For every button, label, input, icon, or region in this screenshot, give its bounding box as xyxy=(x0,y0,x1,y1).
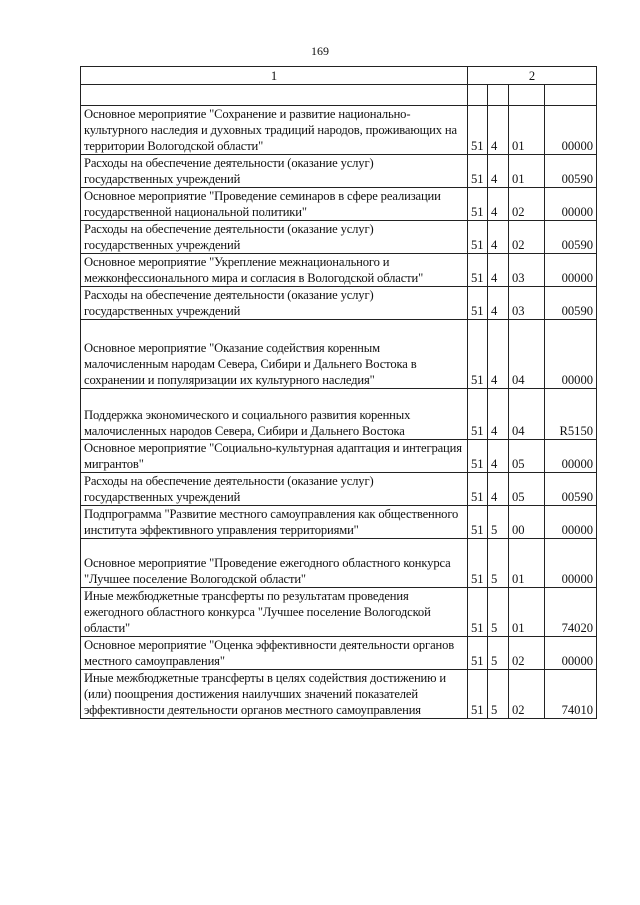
code-subprogram: 4 xyxy=(488,287,509,320)
row-description: Расходы на обеспечение деятельности (оказание услуг) государственных учреждений xyxy=(81,287,468,320)
code-event: 04 xyxy=(509,389,545,440)
code-program: 51 xyxy=(468,389,488,440)
row-description: Основное мероприятие "Проведение ежегодного областного конкурса "Лучшее поселение Вологодской области" xyxy=(81,539,468,588)
code-direction: R5150 xyxy=(545,389,597,440)
header-col-2: 2 xyxy=(468,67,597,85)
code-program: 51 xyxy=(468,440,488,473)
code-program: 51 xyxy=(468,473,488,506)
code-event: 04 xyxy=(509,320,545,389)
code-subprogram: 4 xyxy=(488,106,509,155)
code-subprogram: 4 xyxy=(488,221,509,254)
code-direction: 00590 xyxy=(545,473,597,506)
code-event: 02 xyxy=(509,670,545,719)
code-event: 01 xyxy=(509,155,545,188)
code-direction: 74010 xyxy=(545,670,597,719)
code-event: 02 xyxy=(509,188,545,221)
code-direction: 00000 xyxy=(545,320,597,389)
table-row xyxy=(81,539,597,588)
row-description: Основное мероприятие "Социально-культурная адаптация и интеграция мигрантов" xyxy=(81,440,468,473)
code-subprogram: 4 xyxy=(488,155,509,188)
row-description: Основное мероприятие "Сохранение и развитие национально-культурного наследия и духовных традиций народов, проживающих на территории Вологодской области" xyxy=(81,106,468,155)
code-direction: 00000 xyxy=(545,440,597,473)
code-direction: 74020 xyxy=(545,588,597,637)
code-subprogram: 5 xyxy=(488,506,509,539)
table-row xyxy=(81,254,597,287)
code-direction: 00000 xyxy=(545,106,597,155)
table-row xyxy=(81,473,597,506)
table-row xyxy=(81,637,597,670)
code-subprogram: 4 xyxy=(488,254,509,287)
row-description: Основное мероприятие "Укрепление межнационального и межконфессионального мира и согласия в Вологодской области" xyxy=(81,254,468,287)
table-row xyxy=(81,670,597,719)
code-direction: 00000 xyxy=(545,254,597,287)
code-direction: 00000 xyxy=(545,637,597,670)
row-description: Расходы на обеспечение деятельности (оказание услуг) государственных учреждений xyxy=(81,221,468,254)
table-row xyxy=(81,440,597,473)
code-event: 02 xyxy=(509,221,545,254)
table-row xyxy=(81,188,597,221)
table-row xyxy=(81,221,597,254)
row-description: Расходы на обеспечение деятельности (оказание услуг) государственных учреждений xyxy=(81,473,468,506)
row-description: Основное мероприятие "Оценка эффективности деятельности органов местного самоуправления" xyxy=(81,637,468,670)
code-program: 51 xyxy=(468,254,488,287)
table-row xyxy=(81,155,597,188)
header-row xyxy=(81,67,597,85)
table-row xyxy=(81,588,597,637)
row-description: Иные межбюджетные трансферты по результатам проведения ежегодного областного конкурса "Лучшее поселение Вологодской области" xyxy=(81,588,468,637)
code-event: 01 xyxy=(509,539,545,588)
table-row xyxy=(81,320,597,389)
row-description: Подпрограмма "Развитие местного самоуправления как общественного института эффективного управления территориями" xyxy=(81,506,468,539)
code-subprogram: 5 xyxy=(488,539,509,588)
table-row xyxy=(81,389,597,440)
code-program: 51 xyxy=(468,637,488,670)
code-subprogram: 5 xyxy=(488,588,509,637)
code-program: 51 xyxy=(468,670,488,719)
code-program: 51 xyxy=(468,287,488,320)
code-direction: 00000 xyxy=(545,188,597,221)
table-row xyxy=(81,506,597,539)
code-event: 03 xyxy=(509,287,545,320)
row-description: Основное мероприятие "Оказание содействия коренным малочисленным народам Севера, Сибири и Дальнего Востока в сохранении и популяризации их культурного наследия" xyxy=(81,320,468,389)
code-direction: 00590 xyxy=(545,155,597,188)
code-event: 01 xyxy=(509,106,545,155)
code-event: 00 xyxy=(509,506,545,539)
header-col-1: 1 xyxy=(81,67,468,85)
row-description: Поддержка экономического и социального развития коренных малочисленных народов Севера, Сибири и Дальнего Востока xyxy=(81,389,468,440)
row-description: Расходы на обеспечение деятельности (оказание услуг) государственных учреждений xyxy=(81,155,468,188)
code-direction: 00590 xyxy=(545,221,597,254)
code-program: 51 xyxy=(468,588,488,637)
code-program: 51 xyxy=(468,155,488,188)
code-subprogram: 4 xyxy=(488,440,509,473)
code-program: 51 xyxy=(468,506,488,539)
page-number: 169 xyxy=(311,44,329,58)
code-event: 01 xyxy=(509,588,545,637)
code-program: 51 xyxy=(468,221,488,254)
code-direction: 00590 xyxy=(545,287,597,320)
table-row xyxy=(81,106,597,155)
code-direction: 00000 xyxy=(545,539,597,588)
code-event: 05 xyxy=(509,473,545,506)
code-program: 51 xyxy=(468,320,488,389)
code-subprogram: 4 xyxy=(488,188,509,221)
code-subprogram: 4 xyxy=(488,473,509,506)
code-subprogram: 5 xyxy=(488,670,509,719)
code-program: 51 xyxy=(468,539,488,588)
table-row xyxy=(81,287,597,320)
code-subprogram: 5 xyxy=(488,637,509,670)
code-subprogram: 4 xyxy=(488,320,509,389)
table-spacer-row xyxy=(81,85,597,106)
code-program: 51 xyxy=(468,106,488,155)
row-description: Иные межбюджетные трансферты в целях содействия достижению и (или) поощрения достижения наилучших значений показателей эффективности деятельности органов местного самоуправления xyxy=(81,670,468,719)
budget-table xyxy=(80,66,597,719)
code-event: 05 xyxy=(509,440,545,473)
code-program: 51 xyxy=(468,188,488,221)
row-description: Основное мероприятие "Проведение семинаров в сфере реализации государственной национальной политики" xyxy=(81,188,468,221)
code-event: 03 xyxy=(509,254,545,287)
code-subprogram: 4 xyxy=(488,389,509,440)
code-direction: 00000 xyxy=(545,506,597,539)
code-event: 02 xyxy=(509,637,545,670)
